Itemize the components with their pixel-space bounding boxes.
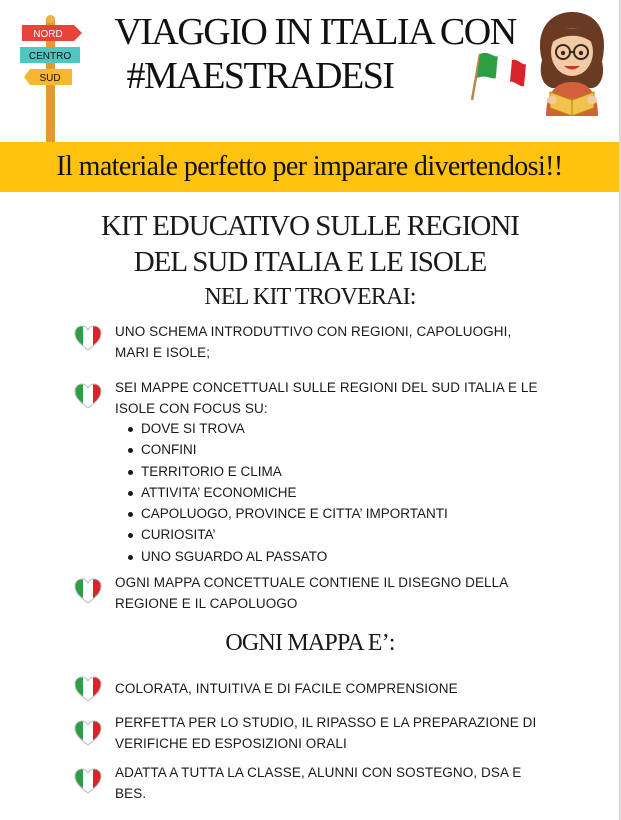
focus-list-item: CURIOSITA’ <box>128 524 448 545</box>
kit-subtitle: NEL KIT TROVERAI: <box>204 284 416 310</box>
kit-title <box>40 208 580 280</box>
focus-list-item: UNO SGUARDO AL PASSATO <box>128 546 448 567</box>
kit-item-text: OGNI MAPPA CONCETTUALE CONTIENE IL DISEGNO DELLA REGIONE E IL CAPOLUOGO <box>115 575 508 611</box>
banner-text: Il materiale perfetto per imparare divertendosi!! <box>56 151 563 182</box>
heart-flag-icon <box>73 676 103 702</box>
focus-list <box>128 418 448 567</box>
title-line-2: #MAESTRADESI <box>126 55 394 97</box>
heart-flag-icon <box>73 325 103 351</box>
focus-list-item: CAPOLUOGO, PROVINCE E CITTA’ IMPORTANTI <box>128 503 448 524</box>
focus-list-item: DOVE SI TROVA <box>128 418 448 439</box>
kit-title-line-1: KIT EDUCATIVO SULLE REGIONI <box>101 210 519 242</box>
focus-list-item: CONFINI <box>128 439 448 460</box>
signpost-icon <box>18 14 88 146</box>
italian-flag-icon <box>466 44 528 104</box>
heart-flag-icon <box>73 383 103 409</box>
banner <box>0 142 619 192</box>
teacher-avatar-icon <box>532 8 612 116</box>
signpost-nord-label: NORD <box>33 29 63 40</box>
kit-title-line-2: DEL SUD ITALIA E LE ISOLE <box>133 246 487 278</box>
signpost-sud-label: SUD <box>39 73 61 84</box>
title-line-1: VIAGGIO IN ITALIA CON <box>114 11 516 53</box>
map-item-text: PERFETTA PER LO STUDIO, IL RIPASSO E LA PREPARAZIONE DI VERIFICHE ED ESPOSIZIONI ORALI <box>115 715 537 751</box>
map-subtitle: OGNI MAPPA E’: <box>225 630 395 656</box>
map-item-text: ADATTA A TUTTA LA CLASSE, ALUNNI CON SOSTEGNO, DSA E BES. <box>115 765 522 801</box>
signpost-centro-label: CENTRO <box>28 51 72 62</box>
heart-flag-icon <box>73 578 103 604</box>
kit-item-text: UNO SCHEMA INTRODUTTIVO CON REGIONI, CAPOLUOGHI, MARI E ISOLE; <box>115 324 512 360</box>
heart-flag-icon <box>73 768 103 794</box>
focus-list-item: TERRITORIO E CLIMA <box>128 461 448 482</box>
map-item-text: COLORATA, INTUITIVA E DI FACILE COMPRENSIONE <box>115 681 458 696</box>
kit-item-text: SEI MAPPE CONCETTUALI SULLE REGIONI DEL SUD ITALIA E LE ISOLE CON FOCUS SU: <box>115 380 538 416</box>
focus-list-item: ATTIVITA’ ECONOMICHE <box>128 482 448 503</box>
heart-flag-icon <box>73 720 103 746</box>
